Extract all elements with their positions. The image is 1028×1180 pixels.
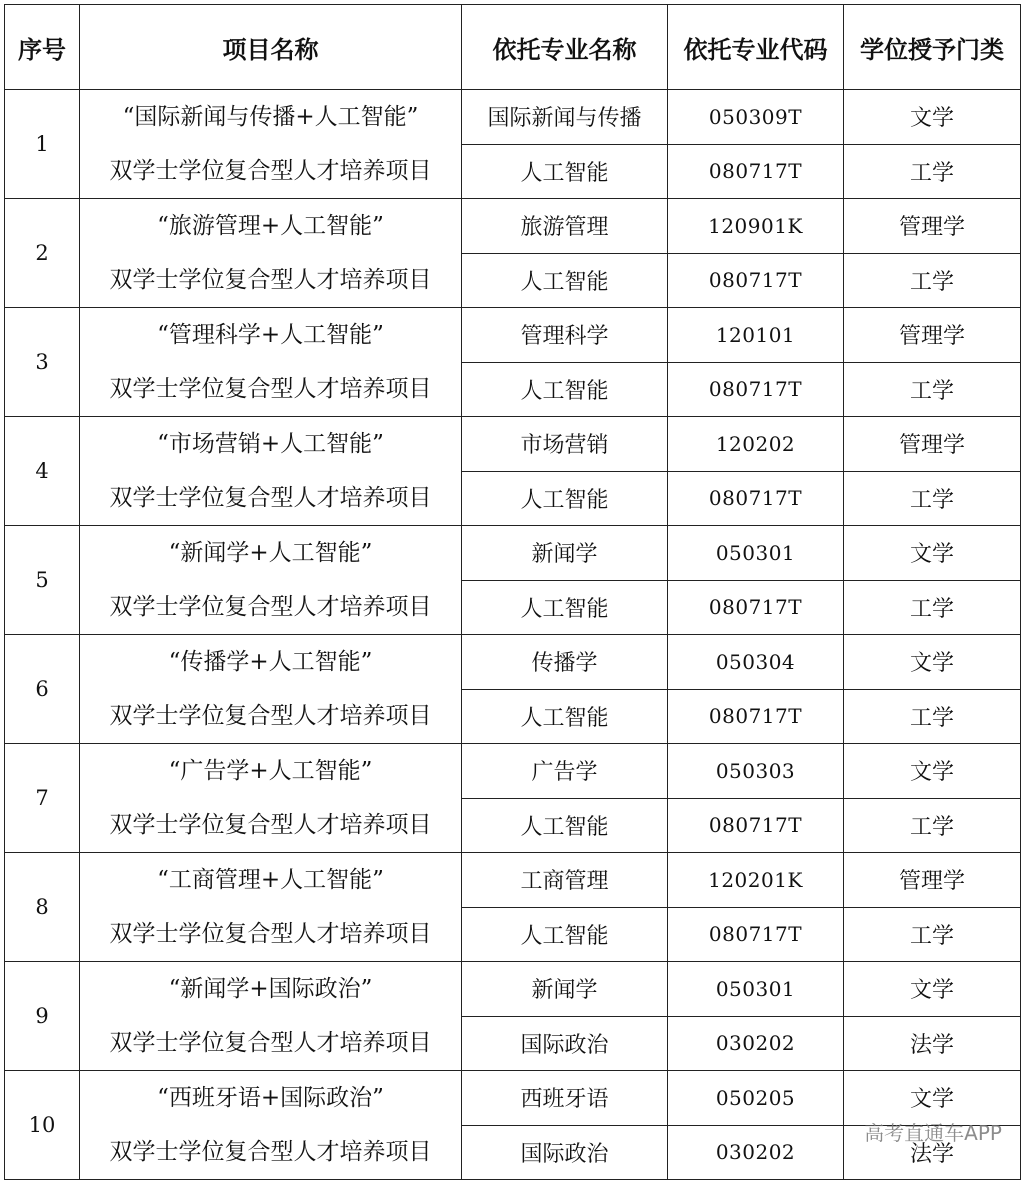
program-name (80, 90, 462, 199)
degree-category: 法学 (844, 1016, 1021, 1071)
degree-category: 工学 (844, 689, 1021, 744)
degree-category: 管理学 (844, 853, 1021, 908)
major-code: 080717T (668, 580, 844, 635)
major-code: 080717T (668, 471, 844, 526)
major-name: 人工智能 (462, 689, 668, 744)
degree-category: 工学 (844, 144, 1021, 199)
major-code: 080717T (668, 253, 844, 308)
major-code: 120202 (668, 417, 844, 472)
program-name-line2: 双学士学位复合型人才培养项目 (109, 376, 432, 402)
program-name-line2: 双学士学位复合型人才培养项目 (109, 158, 432, 184)
watermark: 高考直通车APP (864, 1121, 1002, 1145)
program-name (80, 199, 462, 308)
major-name: 国际新闻与传播 (462, 90, 668, 145)
program-name-line2: 双学士学位复合型人才培养项目 (109, 485, 432, 511)
program-name-line2: 双学士学位复合型人才培养项目 (109, 812, 432, 838)
major-name: 人工智能 (462, 362, 668, 417)
major-name: 人工智能 (462, 580, 668, 635)
header-no: 序号 (5, 5, 80, 90)
program-name-line1: “传播学+人工智能” (168, 649, 373, 675)
table-body (5, 90, 1021, 1180)
program-name-line1: “工商管理+人工智能” (157, 867, 384, 893)
major-name: 国际政治 (462, 1125, 668, 1180)
major-name: 西班牙语 (462, 1071, 668, 1126)
major-name: 人工智能 (462, 253, 668, 308)
program-name-line1: “旅游管理+人工智能” (157, 213, 384, 239)
header-major-code: 依托专业代码 (668, 5, 844, 90)
major-name: 市场营销 (462, 417, 668, 472)
program-name-line2: 双学士学位复合型人才培养项目 (109, 594, 432, 620)
row-number: 8 (5, 853, 80, 962)
program-name (80, 853, 462, 962)
program-name (80, 526, 462, 635)
program-name-line2: 双学士学位复合型人才培养项目 (109, 1030, 432, 1056)
major-name: 人工智能 (462, 471, 668, 526)
program-name (80, 635, 462, 744)
program-name (80, 744, 462, 853)
row-number: 5 (5, 526, 80, 635)
major-name: 人工智能 (462, 144, 668, 199)
table-row (5, 962, 1021, 1017)
program-name-line1: “市场营销+人工智能” (157, 431, 384, 457)
row-number: 4 (5, 417, 80, 526)
program-name-line1: “西班牙语+国际政治” (157, 1085, 384, 1111)
major-code: 080717T (668, 689, 844, 744)
table-row (5, 308, 1021, 363)
degree-program-table (4, 4, 1021, 1180)
row-number: 7 (5, 744, 80, 853)
header-program-name: 项目名称 (80, 5, 462, 90)
program-name (80, 417, 462, 526)
major-name: 传播学 (462, 635, 668, 690)
degree-category: 工学 (844, 907, 1021, 962)
degree-category: 文学 (844, 90, 1021, 145)
program-name (80, 308, 462, 417)
degree-category: 工学 (844, 253, 1021, 308)
table-row (5, 853, 1021, 908)
major-code: 050205 (668, 1071, 844, 1126)
major-name: 国际政治 (462, 1016, 668, 1071)
degree-category: 工学 (844, 580, 1021, 635)
table-row (5, 199, 1021, 254)
degree-category: 管理学 (844, 308, 1021, 363)
major-code: 050301 (668, 526, 844, 581)
degree-category: 工学 (844, 798, 1021, 853)
table-row (5, 90, 1021, 145)
major-code: 080717T (668, 362, 844, 417)
major-code: 120201K (668, 853, 844, 908)
program-name-line2: 双学士学位复合型人才培养项目 (109, 1139, 432, 1165)
major-code: 080717T (668, 144, 844, 199)
degree-category: 工学 (844, 471, 1021, 526)
degree-category: 文学 (844, 635, 1021, 690)
major-name: 管理科学 (462, 308, 668, 363)
degree-category: 文学 (844, 962, 1021, 1017)
row-number: 6 (5, 635, 80, 744)
major-name: 旅游管理 (462, 199, 668, 254)
program-name (80, 1071, 462, 1180)
major-code: 050304 (668, 635, 844, 690)
major-name: 工商管理 (462, 853, 668, 908)
row-number: 10 (5, 1071, 80, 1180)
major-code: 080717T (668, 907, 844, 962)
major-code: 030202 (668, 1016, 844, 1071)
program-name (80, 962, 462, 1071)
header-row (5, 5, 1021, 90)
major-code: 120101 (668, 308, 844, 363)
major-code: 050303 (668, 744, 844, 799)
program-name-line1: “广告学+人工智能” (168, 758, 373, 784)
major-code: 080717T (668, 798, 844, 853)
major-name: 新闻学 (462, 962, 668, 1017)
degree-category: 文学 (844, 526, 1021, 581)
header-major-name: 依托专业名称 (462, 5, 668, 90)
row-number: 1 (5, 90, 80, 199)
degree-category: 文学 (844, 1071, 1021, 1126)
table-row (5, 635, 1021, 690)
row-number: 9 (5, 962, 80, 1071)
degree-category: 管理学 (844, 199, 1021, 254)
program-name-line2: 双学士学位复合型人才培养项目 (109, 703, 432, 729)
degree-category: 文学 (844, 744, 1021, 799)
header-degree-category: 学位授予门类 (844, 5, 1021, 90)
major-name: 广告学 (462, 744, 668, 799)
row-number: 2 (5, 199, 80, 308)
program-name-line1: “管理科学+人工智能” (157, 322, 384, 348)
table-row (5, 417, 1021, 472)
program-name-line1: “新闻学+国际政治” (168, 976, 373, 1002)
table-row (5, 526, 1021, 581)
major-code: 050309T (668, 90, 844, 145)
major-name: 人工智能 (462, 907, 668, 962)
major-name: 人工智能 (462, 798, 668, 853)
program-name-line1: “新闻学+人工智能” (168, 540, 373, 566)
degree-category: 管理学 (844, 417, 1021, 472)
table-row (5, 744, 1021, 799)
degree-category: 法学 (844, 1125, 1021, 1180)
program-name-line1: “国际新闻与传播+人工智能” (122, 104, 419, 130)
major-code: 030202 (668, 1125, 844, 1180)
major-code: 050301 (668, 962, 844, 1017)
major-code: 120901K (668, 199, 844, 254)
degree-category: 工学 (844, 362, 1021, 417)
program-name-line2: 双学士学位复合型人才培养项目 (109, 267, 432, 293)
row-number: 3 (5, 308, 80, 417)
major-name: 新闻学 (462, 526, 668, 581)
program-name-line2: 双学士学位复合型人才培养项目 (109, 921, 432, 947)
